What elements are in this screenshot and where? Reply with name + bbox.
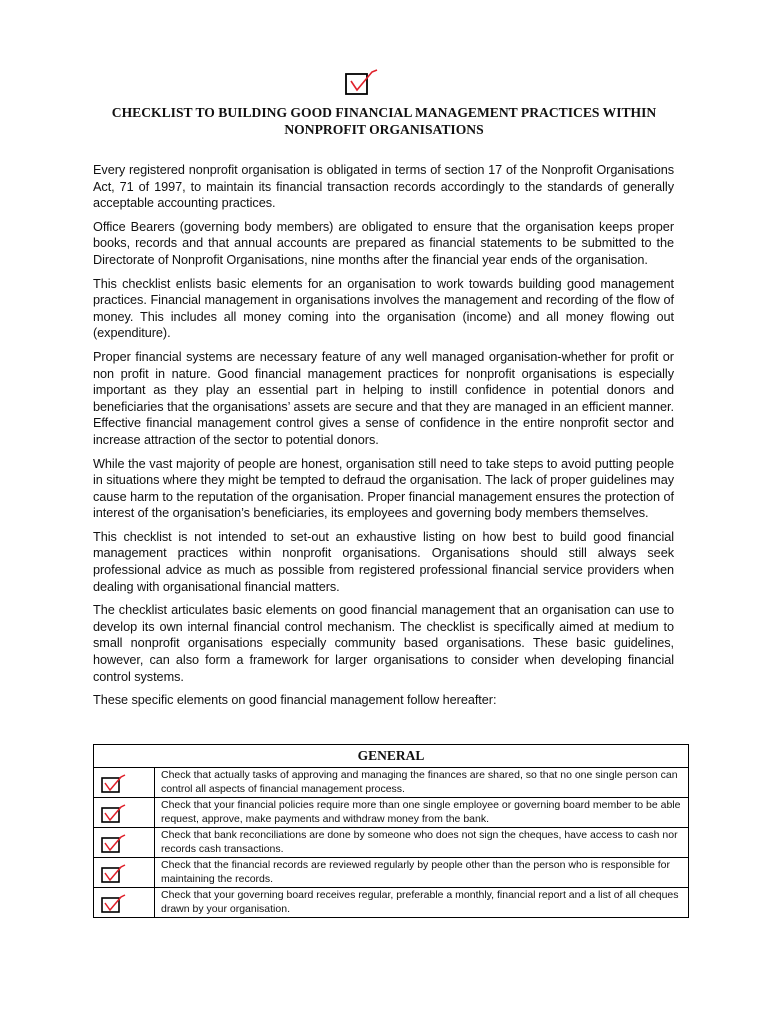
document-title [80, 104, 688, 138]
checklist-row [94, 828, 689, 858]
paragraph: The checklist articulates basic elements on good financial management that an organisation can use to develop its own internal financial control mechanism. The checklist is specifically aimed at medium to small nonprofit organisations especially community based organisations. These basic guidelines, however, can also form a framework for larger organisations to consider when developing financial control systems. [93, 603, 674, 684]
checklist-row [94, 888, 689, 918]
paragraph: Proper financial systems are necessary feature of any well managed organisation-whether for profit or non profit in nature. Good financial management practices for nonprofit organisations is especially important as they play an essential part in helping to instill confidence in potential donors and beneficiaries that the organisations’ assets are secure and that they are managed in an efficient manner. Effective financial management control gives a sense of confidence in the entire nonprofit sector and increase attraction of the sector to potential donors. [93, 349, 674, 447]
checkbox-check-icon [100, 772, 126, 794]
paragraph: This checklist enlists basic elements for an organisation to work towards building good management practices. Financial management in organisations involves the management and recording of the flow of money. This includes all money coming into the organisation (income) and all money flowing out (expenditure). [93, 276, 674, 341]
paragraph: These specific elements on good financial management follow hereafter: [93, 693, 497, 708]
paragraph: This checklist is not intended to set-out an exhaustive listing on how best to build good financial management practices within nonprofit organisations. Organisations should still always seek professional advice as much as possible from registered professional financial service providers when dealing with organisational financial matters. [93, 529, 674, 594]
checklist-row [94, 858, 689, 888]
document-body [93, 162, 674, 716]
checkbox-check-icon [100, 892, 126, 914]
checkbox-check-icon [100, 832, 126, 854]
paragraph: Every registered nonprofit organisation is obligated in terms of section 17 of the Nonprofit Organisations Act, 71 of 1997, to maintain its financial transaction records accordingly to the standards of generally acceptable accounting practices. [93, 163, 674, 211]
checklist-item-text: Check that your financial policies require more than one single employee or governing board member to be able request, approve, make payments and withdraw money from the bank. [155, 798, 689, 828]
checkbox-cell [94, 828, 155, 858]
checklist-heading: GENERAL [94, 745, 689, 768]
checkbox-check-icon [100, 802, 126, 824]
checkbox-cell [94, 888, 155, 918]
checklist-item-text: Check that actually tasks of approving and managing the finances are shared, so that no one single person can control all aspects of financial management process. [155, 768, 689, 798]
checkbox-cell [94, 858, 155, 888]
checklist-item-text: Check that the financial records are reviewed regularly by people other than the person who is responsible for maintaining the records. [155, 858, 689, 888]
title-line-2: NONPROFIT ORGANISATIONS [284, 122, 484, 137]
checklist-item-text: Check that bank reconciliations are done by someone who does not sign the cheques, have access to cash nor records cash transactions. [155, 828, 689, 858]
checklist-table [93, 744, 689, 918]
checkbox-cell [94, 798, 155, 828]
paragraph: While the vast majority of people are honest, organisation still need to take steps to avoid putting people in situations where they might be tempted to defraud the organisation. The lack of proper guidelines may cause harm to the reputation of the organisation. Proper financial management ensures the protection of interest of the organisation’s beneficiaries, its employees and governing body members themselves. [93, 456, 674, 521]
title-line-1: CHECKLIST TO BUILDING GOOD FINANCIAL MANAGEMENT PRACTICES WITHIN [111, 105, 657, 120]
checkbox-cell [94, 768, 155, 798]
checklist-row [94, 798, 689, 828]
checkbox-check-icon [344, 66, 386, 98]
checklist-row [94, 768, 689, 798]
checkbox-check-icon [100, 862, 126, 884]
paragraph: Office Bearers (governing body members) are obligated to ensure that the organisation keeps proper books, records and that annual accounts are prepared as financial statements to be submitted to the Directorate of Nonprofit Organisations, nine months after the financial year ends of the organisation. [93, 219, 674, 267]
checklist-item-text: Check that your governing board receives regular, preferable a monthly, financial report and a list of all cheques drawn by your organisation. [155, 888, 689, 918]
